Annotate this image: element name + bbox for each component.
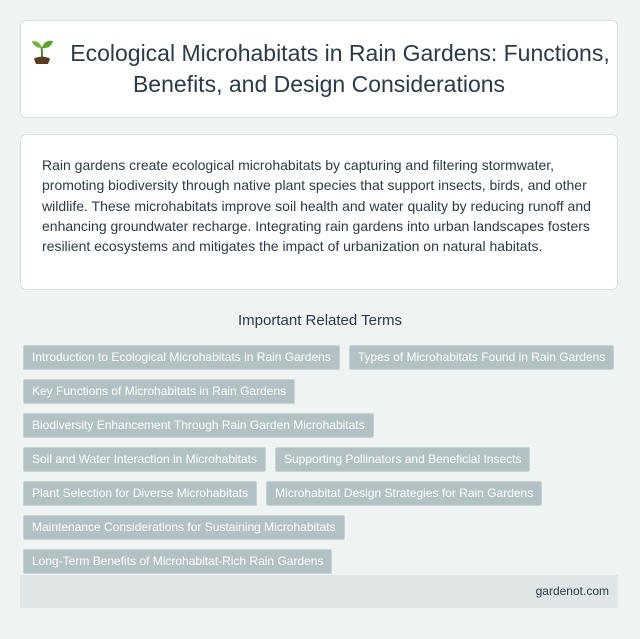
related-term-tag[interactable]: Key Functions of Microhabitats in Rain Gardens [23, 379, 295, 404]
intro-paragraph: Rain gardens create ecological microhabitats by capturing and filtering stormwater, promoting biodiversity through native plant species that support insects, birds, and other wildlife. These microhabitats improve soil health and water quality by reducing runoff and enhancing groundwater recharge. Integrating rain gardens into urban landscapes fosters resilient ecosystems and mitigates the impact of urbanization on natural habitats. [42, 157, 591, 255]
footer [20, 575, 618, 608]
related-terms-heading: Important Related Terms [238, 312, 402, 329]
page-title-text: Ecological Microhabitats in Rain Gardens: Functions, Benefits, and Design Considerations [70, 40, 610, 97]
related-term-tag[interactable]: Soil and Water Interaction in Microhabitats [23, 447, 266, 472]
related-term-tag[interactable]: Types of Microhabitats Found in Rain Gardens [349, 345, 614, 370]
related-term-tag[interactable]: Maintenance Considerations for Sustaining Microhabitats [23, 515, 345, 540]
related-term-tag[interactable]: Plant Selection for Diverse Microhabitats [23, 481, 257, 506]
related-term-tag[interactable]: Microhabitat Design Strategies for Rain Gardens [266, 481, 542, 506]
related-term-tag[interactable]: Introduction to Ecological Microhabitats in Rain Gardens [23, 345, 340, 370]
related-term-tag[interactable]: Supporting Pollinators and Beneficial Insects [275, 447, 530, 472]
related-term-tag[interactable]: Long-Term Benefits of Microhabitat-Rich Rain Gardens [23, 549, 332, 574]
title-card [20, 20, 618, 118]
page-title [21, 38, 617, 100]
footer-site-link[interactable]: gardenot.com [535, 584, 609, 598]
related-terms-list [23, 345, 619, 574]
related-term-tag[interactable]: Biodiversity Enhancement Through Rain Garden Microhabitats [23, 413, 374, 438]
sprout-icon [28, 39, 56, 65]
intro-card [20, 134, 618, 290]
